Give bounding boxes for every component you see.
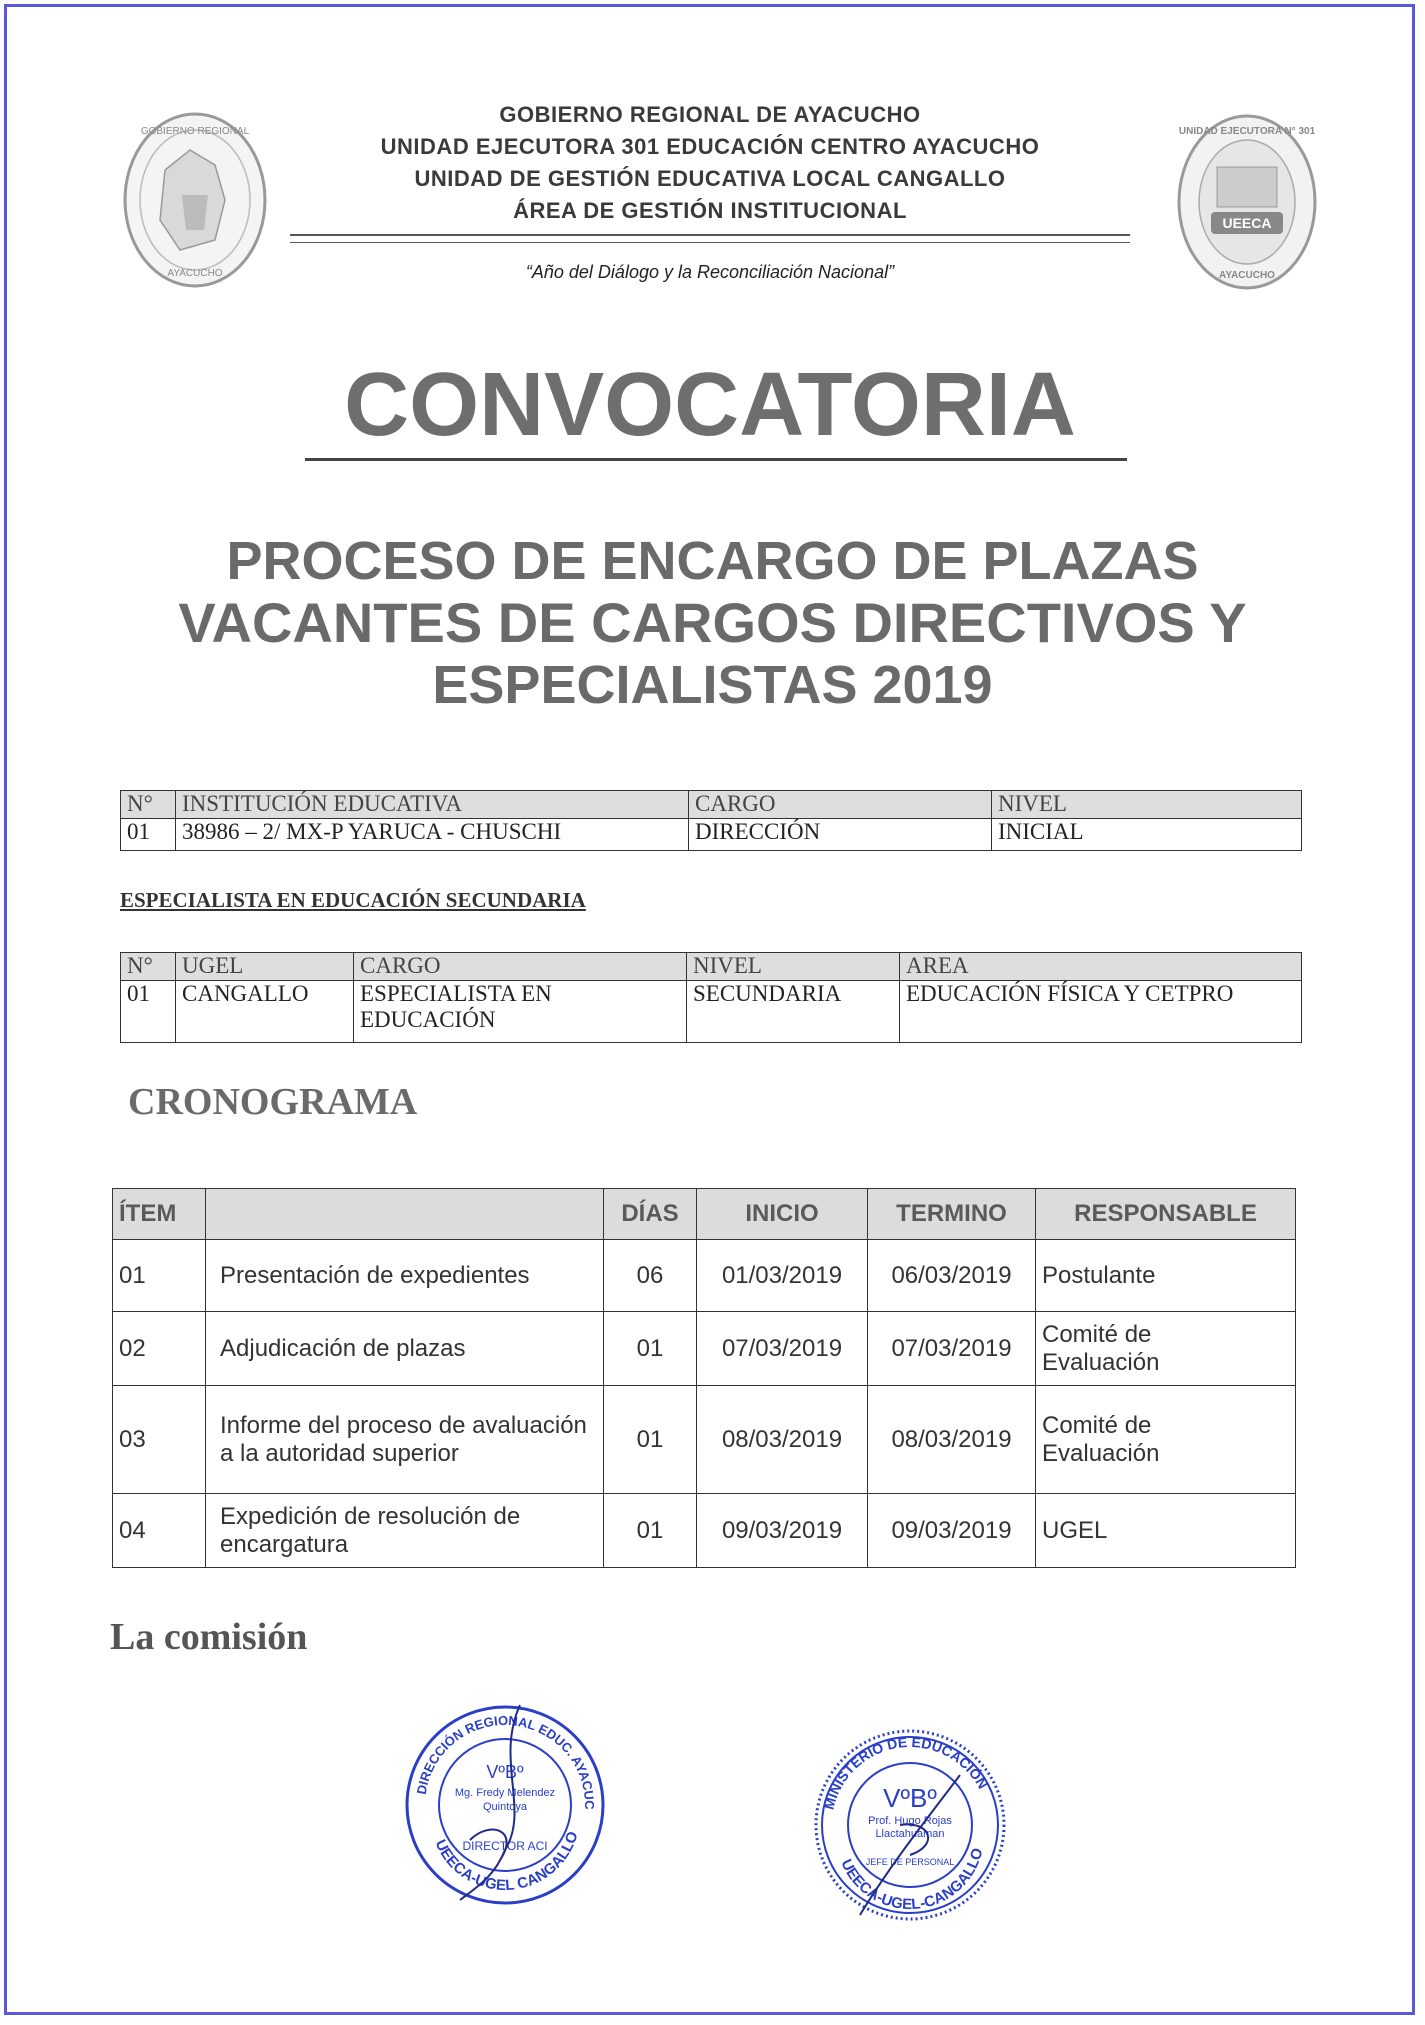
col-header xyxy=(206,1189,604,1240)
col-header: ÍTEM xyxy=(113,1189,206,1240)
table-cell: 01 xyxy=(113,1240,206,1312)
stamp-ring-top: MINISTERIO DE EDUCACIÓN xyxy=(820,1733,992,1812)
table-cell: SECUNDARIA xyxy=(687,981,900,1043)
table-cell: EDUCACIÓN FÍSICA Y CETPRO xyxy=(900,981,1302,1043)
subtitle-line-2: VACANTES DE CARGOS DIRECTIVOS Y xyxy=(178,591,1247,654)
table-cell: 08/03/2019 xyxy=(868,1386,1036,1494)
table-cell: 01 xyxy=(604,1494,697,1568)
regional-government-seal xyxy=(120,110,270,290)
table-cell: 08/03/2019 xyxy=(697,1386,868,1494)
col-header: DÍAS xyxy=(604,1189,697,1240)
header-rule-thin xyxy=(290,242,1130,243)
table-cell: UGEL xyxy=(1036,1494,1296,1568)
seal-top-text: GOBIERNO REGIONAL xyxy=(140,126,250,137)
table-cell: 02 xyxy=(113,1312,206,1386)
ueeca-badge-text: UEECA xyxy=(1222,215,1272,231)
table-cell: 01 xyxy=(121,819,176,851)
schedule-table xyxy=(112,1188,1296,1568)
subtitle-line-3: ESPECIALISTAS 2019 xyxy=(432,655,993,715)
table-cell: 09/03/2019 xyxy=(868,1494,1036,1568)
seal-bottom-text: AYACUCHO xyxy=(1219,270,1275,281)
table-cell: 04 xyxy=(113,1494,206,1568)
director-stamp xyxy=(400,1700,610,1910)
col-header: RESPONSABLE xyxy=(1036,1189,1296,1240)
table-cell: CANGALLO xyxy=(176,981,354,1043)
table-cell: Expedición de resolución de encargatura xyxy=(206,1494,604,1568)
stamp-name: Mg. Fredy Melendez Quintoya xyxy=(454,1787,556,1813)
header-rule xyxy=(290,234,1130,236)
col-header: INICIO xyxy=(697,1189,868,1240)
seal-top-text: UNIDAD EJECUTORA N° 301 xyxy=(1178,126,1316,137)
stamp-ring-top: DIRECCIÓN REGIONAL EDUC. AYACUC xyxy=(413,1712,598,1810)
col-header: UGEL xyxy=(176,953,354,981)
cronograma-title: CRONOGRAMA xyxy=(128,1081,418,1123)
year-motto: “Año del Diálogo y la Reconciliación Nacional” xyxy=(525,262,895,282)
header-line-3: UNIDAD DE GESTIÓN EDUCATIVA LOCAL CANGALLO xyxy=(414,166,1006,191)
table-cell: Adjudicación de plazas xyxy=(206,1312,604,1386)
col-header: NIVEL xyxy=(687,953,900,981)
header-line-2: UNIDAD EJECUTORA 301 EDUCACIÓN CENTRO AYACUCHO xyxy=(380,134,1040,159)
subtitle xyxy=(100,530,1325,716)
table-cell: 06/03/2019 xyxy=(868,1240,1036,1312)
col-header: TERMINO xyxy=(868,1189,1036,1240)
table-cell: DIRECCIÓN xyxy=(689,819,992,851)
stamp-role: DIRECTOR ACI xyxy=(462,1839,548,1853)
subtitle-line-1: PROCESO DE ENCARGO DE PLAZAS xyxy=(226,531,1199,591)
table-cell: ESPECIALISTA EN EDUCACIÓN xyxy=(354,981,687,1043)
table-cell: INICIAL xyxy=(992,819,1302,851)
table-cell: 07/03/2019 xyxy=(868,1312,1036,1386)
table-cell: Presentación de expedientes xyxy=(206,1240,604,1312)
page-title: CONVOCATORIA xyxy=(344,355,1076,455)
table-row xyxy=(113,1240,1296,1312)
title-underline xyxy=(305,458,1127,461)
institution-table xyxy=(120,790,1302,851)
table-cell: Informe del proceso de avaluación a la autoridad superior xyxy=(206,1386,604,1494)
stamp-name: Prof. Hugo Rojas Llactahuaman xyxy=(868,1815,952,1840)
table-cell: 01/03/2019 xyxy=(697,1240,868,1312)
col-header: INSTITUCIÓN EDUCATIVA xyxy=(176,791,689,819)
table-cell: 03 xyxy=(113,1386,206,1494)
col-header: CARGO xyxy=(689,791,992,819)
closing-signature-line: La comisión xyxy=(110,1616,308,1658)
personnel-stamp xyxy=(810,1725,1010,1925)
header-line-1: GOBIERNO REGIONAL DE AYACUCHO xyxy=(499,102,921,127)
header-line-4: ÁREA DE GESTIÓN INSTITUCIONAL xyxy=(513,198,907,223)
table-cell: Comité de Evaluación xyxy=(1036,1386,1296,1494)
table-cell: Postulante xyxy=(1036,1240,1296,1312)
table-cell: Comité de Evaluación xyxy=(1036,1312,1296,1386)
col-header: NIVEL xyxy=(992,791,1302,819)
seal-bottom-text: AYACUCHO xyxy=(167,268,223,279)
table-row xyxy=(113,1312,1296,1386)
table-cell: 07/03/2019 xyxy=(697,1312,868,1386)
ueeca-seal xyxy=(1175,112,1320,292)
table-cell: 01 xyxy=(604,1386,697,1494)
table-cell: 01 xyxy=(604,1312,697,1386)
table-cell: 09/03/2019 xyxy=(697,1494,868,1568)
table-cell: 06 xyxy=(604,1240,697,1312)
stamp-vobo: VºBº xyxy=(486,1762,524,1782)
table-row xyxy=(113,1494,1296,1568)
table-cell: 38986 – 2/ MX-P YARUCA - CHUSCHI xyxy=(176,819,689,851)
specialist-table xyxy=(120,952,1302,1043)
table-row xyxy=(113,1386,1296,1494)
stamp-ring-bottom: UEECA-UGEL-CANGALLO xyxy=(837,1846,987,1914)
stamp-role: JEFE DE PERSONAL xyxy=(865,1857,955,1867)
stamp-vobo: VºBº xyxy=(883,1783,937,1813)
col-header: N° xyxy=(121,953,176,981)
col-header: CARGO xyxy=(354,953,687,981)
col-header: N° xyxy=(121,791,176,819)
table-cell: 01 xyxy=(121,981,176,1043)
col-header: AREA xyxy=(900,953,1302,981)
stamp-ring-bottom: UEECA-UGEL CANGALLO xyxy=(431,1829,582,1895)
section-title-specialist: ESPECIALISTA EN EDUCACIÓN SECUNDARIA xyxy=(120,888,586,912)
